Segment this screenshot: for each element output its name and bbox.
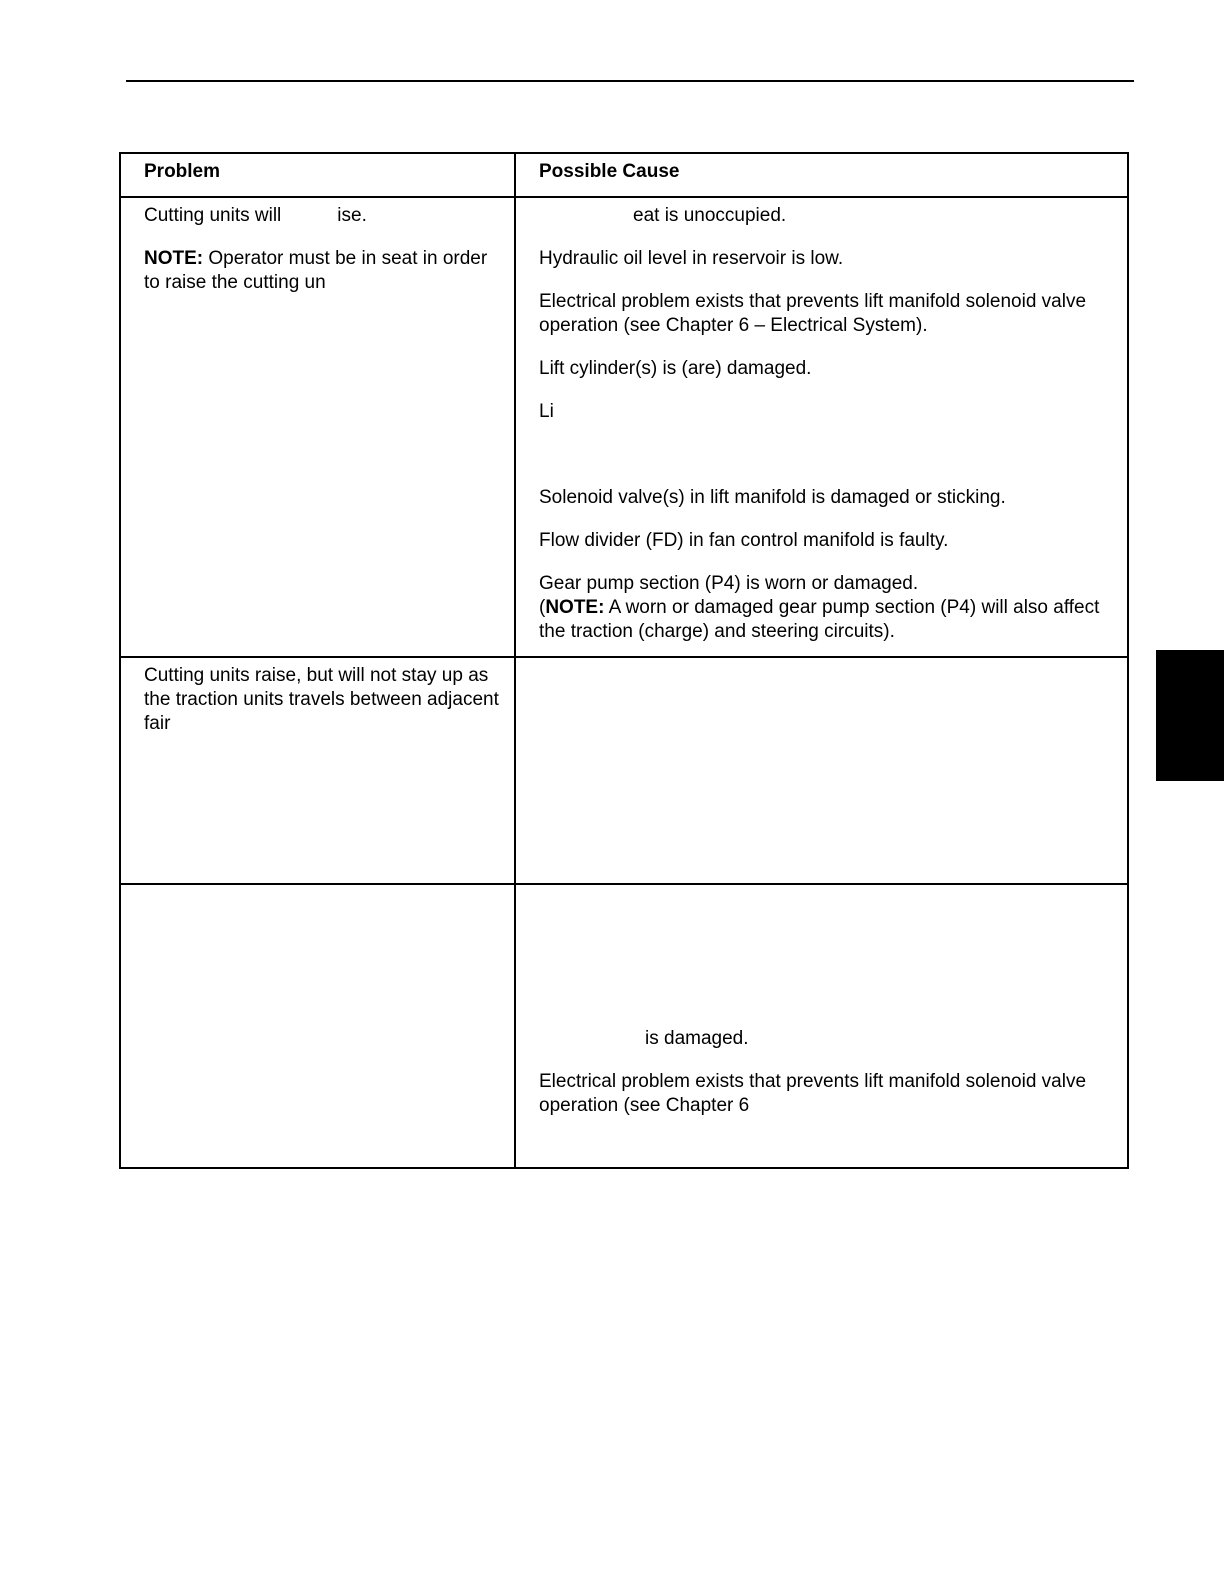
chapter-tab [1156,650,1224,781]
table-row [120,884,1128,1168]
problem-text: Cutting units raise, but will not stay up as the traction units travels between adjacent fair [144,665,505,734]
cause-item: eat is unoccupied. [633,205,787,226]
cause-item: Gear pump section (P4) is worn or damaged. (NOTE: A worn or damaged gear pump section (P4) will also affect the traction (charge) and steering circuits). [539,573,1105,642]
problem-text [144,891,502,915]
cause-cell [515,657,1128,884]
cause-item: Hydraulic oil level in reservoir is low. [539,248,844,269]
problem-column-header: Problem [120,153,515,197]
cause-item: Lift cylinder(s) is (are) damaged. [539,358,812,379]
problem-cell [120,197,515,657]
cause-item: Electrical problem exists that prevents lift manifold solenoid valve operation (see Chapter 6 – Electrical System). [539,291,1092,336]
cause-column-header: Possible Cause [515,153,1128,197]
cause-item: Electrical problem exists that prevents lift manifold solenoid valve operation (see Chapter 6 [539,1071,1092,1116]
cause-item: is damaged. [645,1028,749,1049]
note-label: NOTE: [144,248,204,269]
table-row [120,657,1128,884]
problem-cell [120,657,515,884]
table-row [120,197,1128,657]
cause-item: Flow divider (FD) in fan control manifold is faulty. [539,530,949,551]
problem-note: NOTE: Operator must be in seat in order to raise the cutting un [144,248,493,293]
cause-item: Li [539,401,554,422]
problem-text: Cutting units will ise. [144,205,367,226]
table-header-row [120,153,1128,197]
cause-cell [515,197,1128,657]
troubleshooting-table [119,152,1129,1169]
problem-cell [120,884,515,1168]
cause-cell [515,884,1128,1168]
header-rule [126,80,1134,82]
note-label: NOTE: [545,597,605,618]
cause-item: Solenoid valve(s) in lift manifold is damaged or sticking. [539,487,1006,508]
